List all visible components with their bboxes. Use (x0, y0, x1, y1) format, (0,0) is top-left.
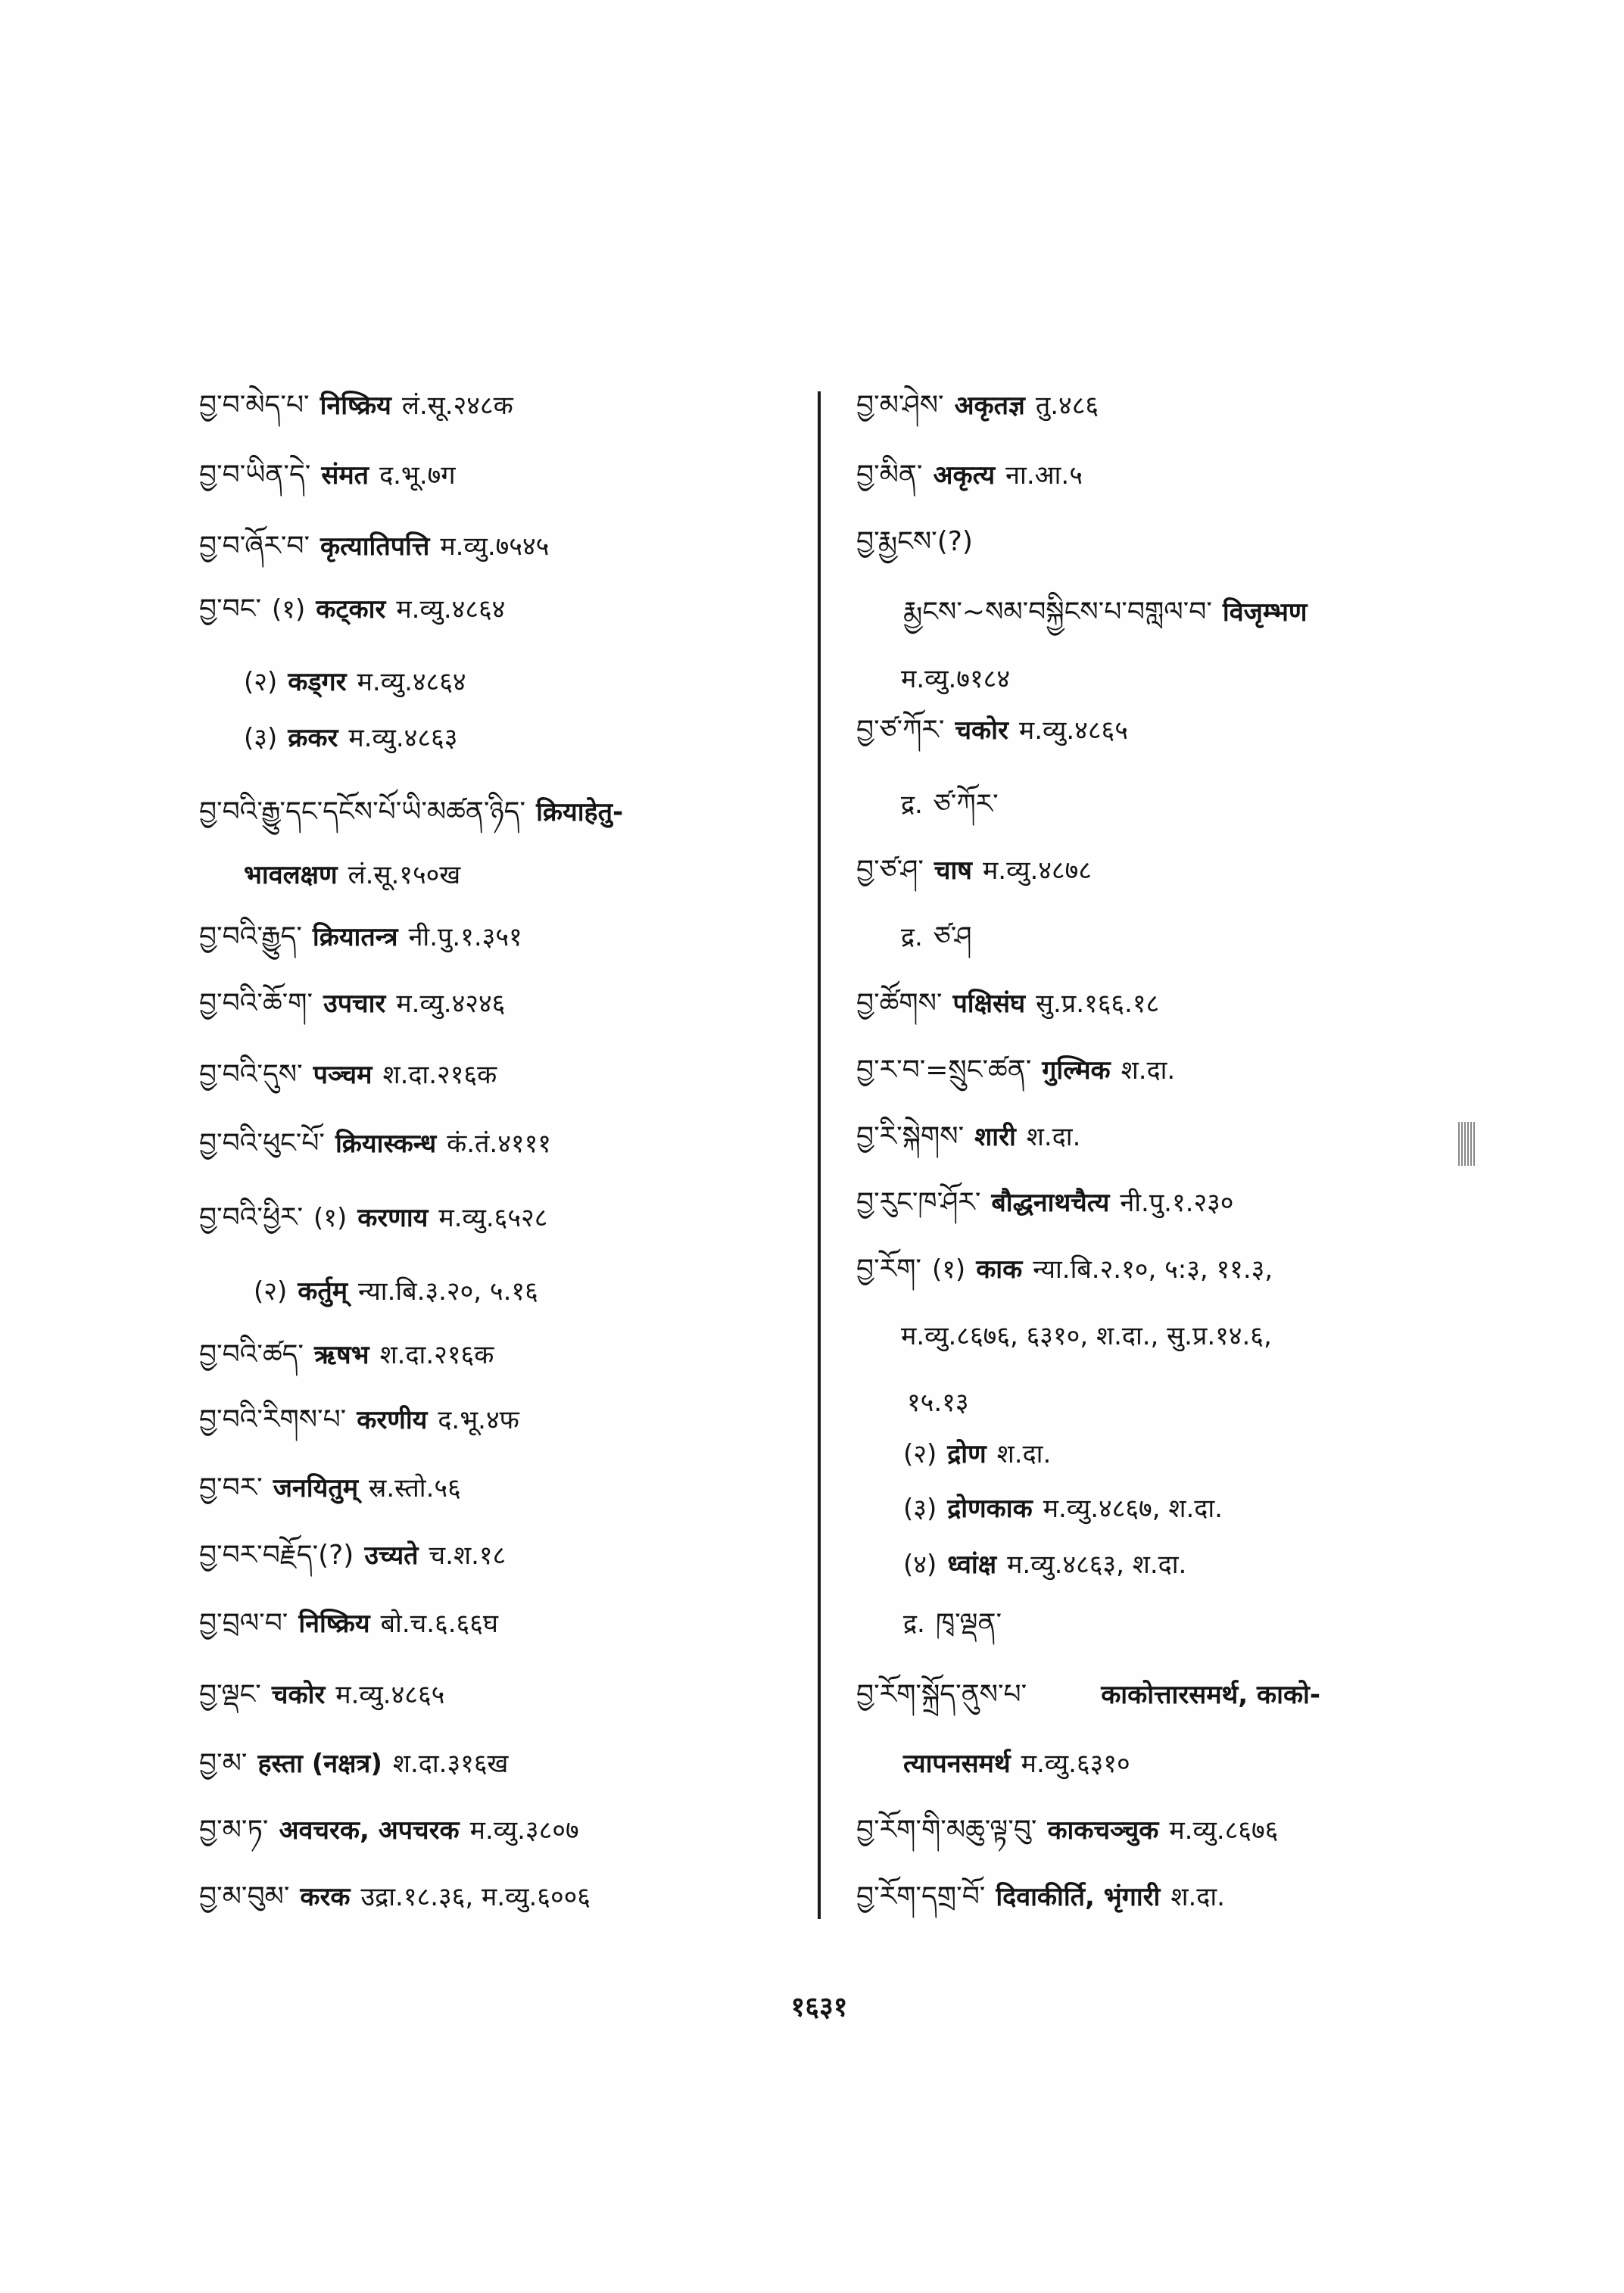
dictionary-entry (199, 1601, 509, 1647)
tibetan-headword: བྱ་ལྡང་ (199, 1679, 261, 1710)
dictionary-entry (199, 587, 516, 632)
dictionary-entry (856, 1672, 1331, 1718)
tibetan-headword: བྱ་བར་ (199, 1472, 263, 1503)
tibetan-headword: བྱ་བའི་རྒྱུད་ (199, 921, 302, 952)
sanskrit-term: ध्वांक्ष (947, 1550, 997, 1580)
sanskrit-term: कर्तुम् (298, 1276, 348, 1307)
tibetan-headword: བྱ་རོག་སྐྲོད་ནུས་པ་ (856, 1679, 1027, 1710)
reference: श.दा. (1121, 1055, 1176, 1086)
sense-number: (३) (244, 723, 278, 753)
sanskrit-term: निष्क्रिय (320, 391, 391, 421)
see-also-marker: द्र. (901, 790, 923, 820)
reference: श.दा. (1170, 1882, 1225, 1912)
dictionary-entry (199, 1466, 472, 1511)
sanskrit-term: निष्क्रिय (298, 1609, 370, 1639)
reference: म.व्यु.८६७६, ६३१०, श.दा., सु.प्र.१४.६, (901, 1321, 1272, 1351)
entry-continuation (903, 1432, 1061, 1477)
reference: श.दा.२१६क (379, 1340, 494, 1370)
dictionary-entry (199, 524, 560, 569)
dictionary-entry (856, 848, 1102, 893)
sanskrit-term: कृत्यातिपत्ति (320, 531, 430, 562)
sanskrit-term: करणीय (357, 1405, 428, 1435)
dictionary-entry (199, 790, 634, 835)
tibetan-headword: བྱ་མ་ཤེས་ (856, 390, 944, 421)
entry-cross-reference (903, 1601, 1012, 1647)
reference: म.व्यु.४२४६ (396, 989, 506, 1019)
entry-continuation (244, 852, 471, 898)
dictionary-entry (199, 383, 524, 428)
dictionary-entry (856, 708, 1139, 753)
sense-number: (२) (254, 1276, 288, 1307)
see-also-marker: द्र. (903, 1609, 925, 1639)
tibetan-headword: བྱ་བྲལ་བ་ (199, 1608, 288, 1639)
dictionary-entry (199, 981, 516, 1027)
tibetan-headword: བྱ་ར་བ་=སྲུང་ཚན་ (856, 1055, 1032, 1086)
reference: उद्रा.१८.३६, म.व्यु.६००६ (360, 1882, 591, 1912)
dictionary-entry (199, 453, 466, 498)
reference: म.व्यु.७१८४ (901, 664, 1011, 694)
dictionary-entry (199, 1332, 504, 1378)
reference: च.श.१८ (429, 1541, 507, 1571)
sanskrit-term: चकोर (271, 1680, 326, 1710)
sanskrit-term: संमत (321, 460, 369, 491)
tibetan-headword: བྱ་མ་བུམ་ (199, 1881, 290, 1912)
sanskrit-term: चाष (934, 855, 972, 886)
tibetan-headword: བྱ་བ་མེད་པ་ (199, 390, 310, 421)
dictionary-entry (199, 1052, 507, 1098)
sanskrit-term: क्रियातन्त्र (312, 922, 398, 952)
entry-continuation (254, 1269, 549, 1314)
entry-continuation (903, 590, 1318, 635)
dictionary-entry (856, 981, 1170, 1027)
dictionary-entry (856, 1874, 1236, 1920)
dictionary-entry (856, 519, 983, 565)
entry-cross-reference (901, 782, 1009, 827)
sanskrit-term: पक्षिसंघ (952, 989, 1026, 1019)
tibetan-headword: བྱ་རྨྱངས་(?) (856, 526, 973, 557)
sanskrit-term: क्रियाहेतु- (536, 797, 624, 827)
reference: म.व्यु.४८६४ (357, 667, 466, 697)
reference: १५.१३ (907, 1388, 969, 1418)
sanskrit-term: विजृम्भण (1222, 597, 1308, 628)
reference: श.दा. (1026, 1122, 1081, 1152)
dictionary-entry (199, 1397, 530, 1443)
tibetan-headword: བྱ་མ་ཏ་ (199, 1815, 269, 1846)
reference: म.व्यु.३८०७ (469, 1815, 579, 1846)
tibetan-headword: བྱ་བའི་རིགས་པ་ (199, 1404, 347, 1435)
see-also-marker: द्र. (901, 922, 923, 952)
tibetan-headword: བྱ་བའི་རྒྱུ་དང་དངོས་པོ་ཡི་མཚན་ཉིད་ (199, 796, 526, 827)
entry-continuation (903, 1542, 1197, 1587)
tibetan-cross-reference: ཙ་ཀོར་ (933, 789, 999, 820)
reference: सु.प्र.१६६.१८ (1036, 989, 1160, 1019)
tibetan-headword: བྱ་བང་ (199, 594, 262, 625)
tibetan-headword: བྱ་བའི་ཕུང་པོ་ (199, 1128, 325, 1159)
reference: म.व्यु.४८७८ (982, 855, 1092, 886)
dictionary-entry (856, 1114, 1091, 1160)
tibetan-headword: བྱ་རོག་གི་མཆུ་ལྟ་བུ་ (856, 1815, 1037, 1846)
sanskrit-term: शारी (974, 1122, 1016, 1152)
dictionary-entry (199, 1808, 590, 1853)
sense-number: (१) (931, 1254, 966, 1285)
sanskrit-term: उच्यते (364, 1541, 419, 1571)
dictionary-entry (199, 1741, 519, 1787)
dictionary-entry (856, 1808, 1289, 1853)
dictionary-entry (856, 1247, 1283, 1292)
entry-continuation (901, 1313, 1283, 1359)
margin-scan-mark (1458, 1122, 1475, 1166)
reference: म.व्यु.७५४५ (440, 531, 550, 562)
sanskrit-term: काकचञ्चुक (1047, 1815, 1159, 1846)
sanskrit-term: पञ्चम (313, 1060, 372, 1090)
sanskrit-term: क्रकर (288, 723, 338, 753)
sanskrit-term: क्रियास्कन्ध (335, 1129, 437, 1159)
tibetan-headword: བྱ་མིན་ (856, 460, 923, 491)
entry-continuation (244, 715, 468, 761)
sense-number: (१) (313, 1203, 348, 1233)
dictionary-entry (199, 1672, 455, 1718)
sanskrit-term: ऋषभ (314, 1340, 369, 1370)
reference: बो.च.६.६६घ (380, 1609, 498, 1639)
dictionary-entry (199, 1533, 516, 1578)
dictionary-entry (199, 914, 533, 960)
reference: म.व्यु.४८६७, श.दा. (1043, 1494, 1223, 1524)
sanskrit-term: कड्गर (288, 667, 347, 697)
reference: श.दा.२१६क (382, 1060, 497, 1090)
dictionary-entry (856, 383, 1109, 428)
reference: कं.तं.४१११ (447, 1129, 551, 1159)
entry-continuation (903, 1486, 1233, 1531)
tibetan-headword: བྱ་ཚོགས་ (856, 988, 943, 1019)
reference: म.व्यु.४८६५ (335, 1680, 445, 1710)
tibetan-headword: བྱ་མ་ (199, 1748, 248, 1779)
sense-number: (२) (903, 1439, 937, 1469)
tibetan-headword: བྱ་རོག་ (856, 1254, 921, 1285)
sanskrit-term: बौद्धनाथचैत्य (991, 1188, 1110, 1218)
sanskrit-term: अकृत्य (933, 460, 996, 491)
reference: द.भू.७ग (379, 460, 456, 491)
tibetan-headword: བྱ་ཙ་ཤ་ (856, 855, 924, 886)
sanskrit-term: करक (300, 1882, 351, 1912)
entry-cross-reference (901, 914, 983, 960)
reference: तु.४८६ (1035, 391, 1099, 421)
tibetan-headword: བྱ་རུང་ཁ་ཤོར་ (856, 1187, 981, 1218)
reference: श.दा.३१६ख (392, 1749, 509, 1779)
tibetan-cross-reference: ཙ་ཤ (933, 921, 972, 952)
reference: नी.पु.१.२३० (1120, 1188, 1234, 1218)
reference: म.व्यु.६३१० (1021, 1749, 1130, 1779)
sanskrit-term: भावलक्षण (244, 860, 338, 890)
reference: स्र.स्तो.५६ (369, 1473, 461, 1503)
entry-continuation (244, 659, 477, 705)
sanskrit-term: त्यापनसमर्थ (903, 1749, 1011, 1779)
tibetan-headword: བྱ་བའི་ཕྱིར་ (199, 1202, 304, 1233)
reference: लं.सू.२४८क (401, 391, 513, 421)
sanskrit-term: उपचार (323, 989, 386, 1019)
reference: ना.आ.५ (1005, 460, 1083, 491)
sanskrit-term: द्रोण (947, 1439, 987, 1469)
tibetan-headword: བྱ་རི་སྐེགས་ (856, 1121, 965, 1152)
sanskrit-term: हस्ता (नक्षत्र) (257, 1749, 382, 1779)
sanskrit-term: चकोर (955, 715, 1008, 746)
tibetan-headword: བྱ་བ་ཡིན་དེ་ (199, 460, 311, 491)
reference: द.भू.४फ (438, 1405, 519, 1435)
sanskrit-term: दिवाकीर्ति, भृंगारी (996, 1882, 1161, 1912)
tibetan-headword: བྱ་བ་ཞོར་བ་ (199, 531, 310, 562)
sense-number: (२) (244, 667, 278, 697)
sanskrit-term: कट्कार (316, 594, 386, 625)
reference: न्या.बि.२.१०, ५:३, ११.३, (1033, 1254, 1273, 1285)
page-number: १६३१ (790, 1992, 848, 2023)
dictionary-entry (199, 1195, 558, 1241)
sense-number: (४) (903, 1550, 937, 1580)
dictionary-entry (199, 1874, 601, 1920)
reference: म.व्यु.४८६३ (348, 723, 458, 753)
sanskrit-term: द्रोणकाक (947, 1494, 1033, 1524)
dictionary-entry (856, 453, 1093, 498)
tibetan-headword: བྱ་བའི་ཚད་ (199, 1339, 304, 1370)
reference: म.व्यु.६५२८ (438, 1203, 548, 1233)
sanskrit-term: काकोत्तारसमर्थ, काको- (1101, 1680, 1320, 1710)
reference: म.व्यु.४८६४ (396, 594, 506, 625)
reference: नी.पु.१.३५१ (408, 922, 522, 952)
tibetan-headword: བྱ་རོག་དགྲ་བོ་ (856, 1881, 986, 1912)
sense-number: (३) (903, 1494, 937, 1524)
tibetan-headword: བྱ་བར་བརྗོད་(?) (199, 1540, 354, 1571)
sanskrit-term: जनयितुम् (273, 1473, 359, 1503)
tibetan-headword: བྱ་བའི་ཆོ་ག་ (199, 988, 313, 1019)
reference: लं.सू.१५०ख (348, 860, 461, 890)
reference: म.व्यु.४८६३, श.दा. (1007, 1550, 1187, 1580)
dictionary-entry (856, 1048, 1186, 1093)
sanskrit-term: काक (976, 1254, 1023, 1285)
sense-number: (१) (272, 594, 306, 625)
entry-continuation (903, 1741, 1141, 1787)
dictionary-entry (199, 1121, 562, 1167)
sanskrit-term: गुल्मिक (1042, 1055, 1111, 1086)
tibetan-cross-reference: ཁྭ་ལྡན་ (935, 1608, 1002, 1639)
sanskrit-term: अवचरक, अपचरक (279, 1815, 460, 1846)
entry-continuation (901, 656, 1021, 702)
column-divider (818, 391, 821, 1919)
sanskrit-term: अकृतज्ञ (954, 391, 1025, 421)
dictionary-entry (856, 1180, 1245, 1226)
tibetan-headword: བྱ་བའི་དུས་ (199, 1059, 303, 1090)
entry-continuation (907, 1380, 980, 1425)
tibetan-headword: བྱ་ཙ་ཀོར་ (856, 715, 945, 746)
reference: न्या.बि.३.२०, ५.१६ (358, 1276, 538, 1307)
reference: म.व्यु.८६७६ (1169, 1815, 1279, 1846)
sanskrit-term: करणाय (357, 1203, 429, 1233)
reference: श.दा. (996, 1439, 1052, 1469)
reference: म.व्यु.४८६५ (1018, 715, 1128, 746)
tibetan-gloss: རྨྱངས་~སམ་བསྐྱིངས་པ་བགླལ་བ་ (903, 597, 1212, 628)
